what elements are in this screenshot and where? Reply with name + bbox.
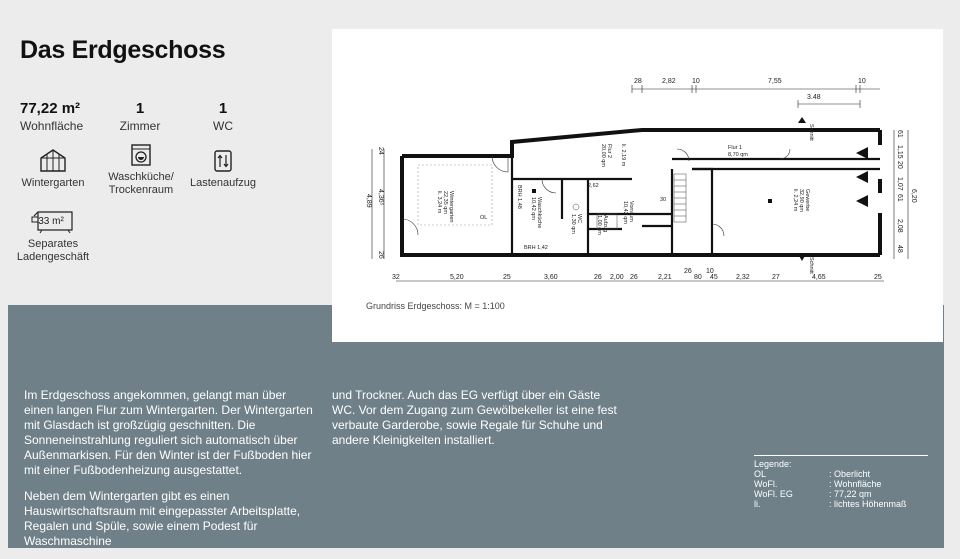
wintergarden-icon [38,147,68,173]
legend-row [754,479,928,489]
label-ol: OL [480,215,488,221]
stat-living-area [20,100,83,133]
dim-right-7: 2,08 [896,219,903,233]
room-vorraum-area: 10,42 qm [622,201,628,224]
stat-rooms [115,100,165,133]
feature-label: Wintergarten [21,177,85,189]
room-flur1-area: 8,70 qm [728,152,748,158]
stat-label: Wohnfläche [20,119,84,133]
dim-interior-2: 30 [660,197,667,203]
room-wintergarten-area: 22,35 qm [442,191,448,214]
dim-interior-3: BRH 1,42 [524,245,548,251]
description-col1-p2: Neben dem Wintergarten gibt es einen Hauswirtschaftsraum mit eingepasster Arbeitsplatte, Regalen und Spüle, sowie einem Podest für Waschmaschine [24,489,301,548]
dim-left-3: 4,89 [365,194,372,208]
legend-row [754,499,928,509]
dim-bottom-4: 3,60 [544,274,558,281]
label-schnitt-bottom: Schnitt [808,257,814,274]
dim-bottom-8: 2,21 [658,274,672,281]
room-waschkueche-area: 10,42 qm [530,197,536,220]
dim-bottom-6: 2,00 [610,274,624,281]
dim-right-6: 6,20 [910,189,917,203]
dim-bottom-13: 2,32 [736,274,750,281]
dim-bottom-11: 10 [706,268,714,275]
feature-ladengeschaeft [16,208,90,264]
room-wintergarten-name: Wintergarten [448,191,454,223]
dim-interior-4: BRH 1,48 [516,185,522,209]
dim-bottom-9: 26 [684,268,692,275]
legend-key: WoFl. [754,479,778,489]
dim-top-2: 2,82 [662,78,676,85]
legend-value: : 77,22 qm [829,489,872,499]
dim-right-1: 61 [896,130,903,138]
room-flur2-height: li. 2,19 m [620,144,626,167]
legend-key: li. [754,499,761,509]
legend-title: Legende: [754,459,792,469]
legend-rule [754,455,928,456]
dim-top-1: 28 [634,78,642,85]
dim-right-8: 48 [896,245,903,253]
description-col1-p1: Im Erdgeschoss angekommen, gelangt man über einen langen Flur zum Wintergarten. Der Wintergarten mit Glasdach ist großzügig geschnitten. Die Sonneneinstrahlung reguliert sich automatisch über Außenmarkisen. Für den Winter ist der Fußboden hier mit einer Fußbodenheizung ausgestattet. [24,388,313,477]
stat-label: WC [213,119,233,133]
dim-top-4: 7,55 [768,78,782,85]
legend-key: OL [754,469,767,479]
feature-label-line1: Waschküche/ [108,171,174,183]
stat-wc [200,100,246,133]
dim-top-3: 10 [692,78,700,85]
legend-row [754,469,928,479]
label-schnitt-top: Schnitt [808,124,814,141]
feature-label-line2: Ladengeschäft [16,251,90,263]
dim-bottom-1: 32 [392,274,400,281]
feature-wintergarten [18,147,88,190]
room-vorraum-name: Vorraum [628,201,634,222]
legend-value: : lichtes Höhenmaß [829,499,907,509]
stat-value: 1 [218,100,228,117]
feature-waschkueche [104,143,178,197]
dim-bottom-12: 45 [710,274,718,281]
dim-bottom-2: 5,20 [450,274,464,281]
room-gewerbe-height: li. 2,24 m [792,189,798,212]
dim-bottom-16: 25 [874,274,882,281]
stat-value: 77,22 m² [20,100,81,117]
room-gewerbe-name: Gewerbe [804,189,810,212]
room-aufzug-name: Aufzug [602,215,608,233]
room-gewerbe-area: 32,90 qm [798,189,804,212]
legend-key: WoFl. EG [754,489,793,499]
dim-left-2: 4,36⁵ [377,189,384,206]
feature-label-line2: Trockenraum [108,184,174,196]
room-wc-area: 1,30 qm [570,214,576,234]
floorplan-caption: Grundriss Erdgeschoss: M = 1:100 [366,301,505,311]
legend-value: : Wohnfläche [829,479,882,489]
feature-label: Lastenaufzug [189,177,257,189]
legend [754,455,928,509]
dim-right-5: 61 [896,194,903,202]
dim-bottom-10: 80 [694,274,702,281]
dim-interior-1: 2,62 [588,183,599,189]
stat-value: 1 [135,100,145,117]
dim-bottom-15: 4,65 [812,274,826,281]
room-flur2-area: 20,00 qm [600,144,606,167]
dim-top-6: 3.48 [807,94,821,101]
floorplan-card [332,29,943,342]
shop-area-text: 33 m² [38,216,64,227]
floorplan-drawing [332,29,943,299]
room-waschkueche-name: Waschküche [536,197,542,229]
room-aufzug-area: 1,00 qm [596,215,602,235]
feature-aufzug [186,149,260,190]
description-col2: und Trockner. Auch das EG verfügt über ein Gäste WC. Vor dem Zugang zum Gewölbekeller ist eine fest verbaute Garderobe, sowie Regale für Schuhe und andere Kleinigkeiten installiert. [332,388,617,447]
dim-right-2: 1,15 [896,145,903,159]
dim-bottom-5: 26 [594,274,602,281]
room-flur2-name: Flur 2 [606,144,612,159]
dim-bottom-14: 27 [772,274,780,281]
dim-right-3: 20 [896,161,903,169]
dim-bottom-3: 25 [503,274,511,281]
page-title: Das Erdgeschoss [20,36,226,64]
dim-right-4: 1,07 [896,177,903,191]
legend-value: : Oberlicht [829,469,871,479]
dim-left-1: 24 [377,147,384,155]
room-flur1-name: Flur 1 [728,145,743,151]
dim-bottom-7: 26 [630,274,638,281]
dim-left-4: 26 [377,251,384,259]
legend-row [754,489,928,499]
room-wintergarten-height: li. 3,24 m [436,191,442,214]
washing-machine-icon [130,143,152,167]
elevator-icon [212,149,234,173]
stat-label: Zimmer [119,119,161,133]
room-wc-name: WC [576,214,582,224]
dim-top-5: 10 [858,78,866,85]
feature-label-line1: Separates [27,238,79,250]
